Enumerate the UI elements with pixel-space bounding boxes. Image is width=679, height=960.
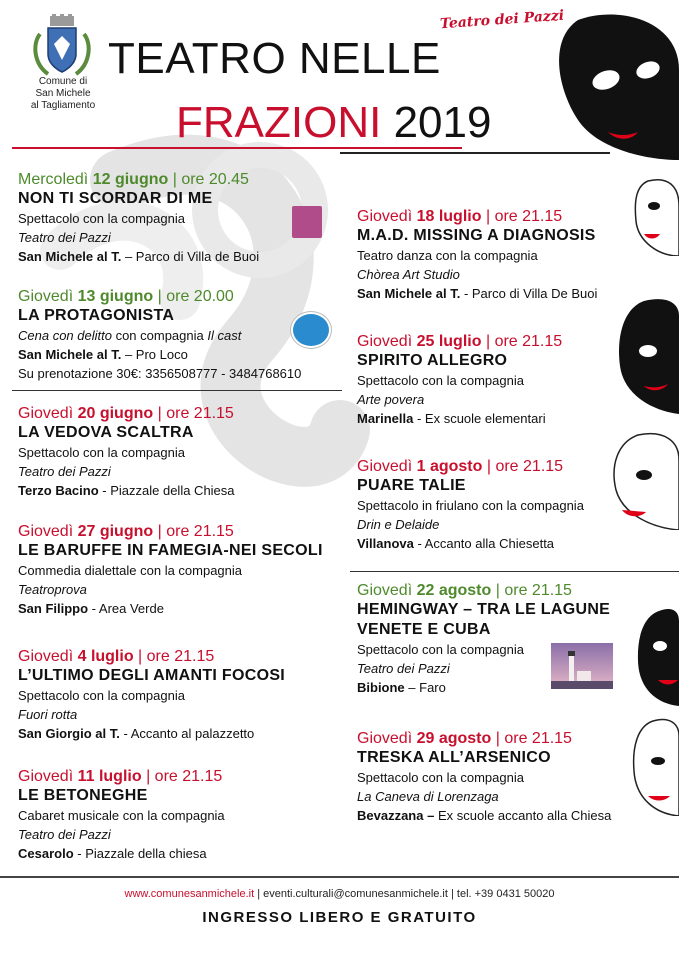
title-frazioni: FRAZIONI	[176, 98, 382, 147]
event-title: LE BARUFFE IN FAMEGIA-NEI SECOLI	[18, 542, 323, 559]
footer-divider	[0, 876, 679, 878]
event-date: Giovedì 18 luglio | ore 21.15	[357, 208, 563, 225]
event-title: PUARE TALIE	[357, 477, 466, 494]
free-entry-notice: INGRESSO LIBERO E GRATUITO	[202, 909, 477, 926]
event-card	[357, 457, 617, 553]
event-title: M.A.D. MISSING A DIAGNOSIS	[357, 227, 596, 244]
comune-name: Comune di San Michele al Tagliamento	[30, 76, 96, 111]
event-location: San Michele al T. - Parco di Villa De Buoi	[357, 286, 598, 301]
event-company: La Caneva di Lorenzaga	[357, 789, 499, 804]
teatro-dei-pazzi-logo: Teatro dei Pazzi	[439, 7, 565, 33]
event-company: Teatro dei Pazzi	[357, 661, 450, 676]
event-description: Spettacolo con la compagnia	[357, 770, 524, 785]
event-title: HEMINGWAY – TRA LE LAGUNE VENETE E CUBA	[357, 601, 611, 638]
event-title: LA PROTAGONISTA	[18, 307, 175, 324]
event-location: Terzo Bacino - Piazzale della Chiesa	[18, 483, 235, 498]
event-description: Teatro danza con la compagnia	[357, 248, 538, 263]
event-company: Teatro dei Pazzi	[18, 230, 111, 245]
website-link[interactable]: www.comunesanmichele.it	[124, 888, 255, 900]
event-description: Spettacolo in friulano con la compagnia	[357, 498, 584, 513]
event-company: Arte povera	[357, 392, 425, 407]
event-card	[357, 207, 627, 303]
event-description: Spettacolo con la compagnia	[18, 211, 185, 226]
event-location: Marinella - Ex scuole elementari	[357, 411, 546, 426]
event-date: Giovedì 1 agosto | ore 21.15	[357, 458, 564, 475]
event-date: Giovedì 4 luglio | ore 21.15	[18, 648, 215, 665]
event-title: LE BETONEGHE	[18, 787, 148, 804]
event-location: Bibione – Faro	[357, 680, 446, 695]
black-mask-icon	[548, 10, 679, 160]
event-location: San Giorgio al T. - Accanto al palazzetto	[18, 726, 255, 741]
event-company: Teatro dei Pazzi	[18, 464, 111, 479]
event-date: Mercoledì 12 giugno | ore 20.45	[18, 171, 249, 188]
event-date: Giovedì 11 luglio | ore 21.15	[18, 768, 223, 785]
event-company: Drin e Delaide	[357, 517, 440, 532]
event-location: San Filippo - Area Verde	[18, 601, 164, 616]
event-company: Teatro dei Pazzi	[18, 827, 111, 842]
event-date: Giovedì 29 agosto | ore 21.15	[357, 730, 572, 747]
black-mask-icon	[614, 296, 679, 414]
event-title: NON TI SCORDAR DI ME	[18, 190, 213, 207]
divider	[12, 390, 342, 391]
event-date: Giovedì 25 luglio | ore 21.15	[357, 333, 563, 350]
event-description: Spettacolo con la compagnia	[18, 445, 185, 460]
event-title: LA VEDOVA SCALTRA	[18, 424, 194, 441]
lighthouse-photo	[551, 643, 613, 689]
event-card	[357, 332, 617, 428]
footer-contacts	[0, 888, 679, 900]
event-description: Spettacolo con la compagnia	[357, 373, 524, 388]
event-company: Chòrea Art Studio	[357, 267, 460, 282]
event-location: Bevazzana – Ex scuole accanto alla Chiesa	[357, 808, 612, 823]
page-title-line2	[176, 98, 491, 148]
event-description: Cabaret musicale con la compagnia	[18, 808, 225, 823]
event-description: Spettacolo con la compagnia	[357, 642, 524, 657]
company-logo-icon	[292, 206, 322, 238]
event-title: SPIRITO ALLEGRO	[357, 352, 508, 369]
company-logo-icon	[291, 312, 331, 348]
title-year: 2019	[393, 98, 492, 147]
event-location: San Michele al T. – Parco di Villa de Buoi	[18, 249, 260, 264]
event-title: L’ULTIMO DEGLI AMANTI FOCOSI	[18, 667, 286, 684]
event-title: TRESKA ALL’ARSENICO	[357, 749, 551, 766]
black-mask-icon	[634, 606, 679, 706]
event-card	[357, 729, 637, 825]
event-card	[18, 404, 348, 500]
event-card	[18, 647, 348, 743]
header-divider-red	[12, 147, 462, 149]
event-company: Teatroprova	[18, 582, 87, 597]
event-date: Giovedì 22 agosto | ore 21.15	[357, 582, 572, 599]
crest-icon	[30, 14, 94, 80]
event-description: Commedia dialettale con la compagnia	[18, 563, 243, 578]
event-date: Giovedì 27 giugno | ore 21.15	[18, 523, 234, 540]
event-location: San Michele al T. – Pro Loco	[18, 347, 188, 362]
divider	[350, 571, 679, 572]
event-description: Spettacolo con la compagnia	[18, 688, 185, 703]
event-card	[18, 522, 348, 618]
event-card	[18, 767, 348, 863]
contact-info: | eventi.culturali@comunesanmichele.it | tel. +39 0431 50020	[254, 888, 555, 900]
event-location: Villanova - Accanto alla Chiesetta	[357, 536, 555, 551]
page-title-line1: TEATRO NELLE	[108, 34, 441, 83]
event-description: Cena con delitto con compagnia Il cast	[18, 328, 242, 343]
white-mask-icon	[628, 176, 679, 256]
event-location: Cesarolo - Piazzale della chiesa	[18, 846, 207, 861]
event-date: Giovedì 13 giugno | ore 20.00	[18, 288, 234, 305]
event-company: Fuori rotta	[18, 707, 78, 722]
event-date: Giovedì 20 giugno | ore 21.15	[18, 405, 234, 422]
event-booking: Su prenotazione 30€: 3356508777 - 3484768610	[18, 366, 302, 381]
white-mask-icon	[608, 430, 679, 530]
